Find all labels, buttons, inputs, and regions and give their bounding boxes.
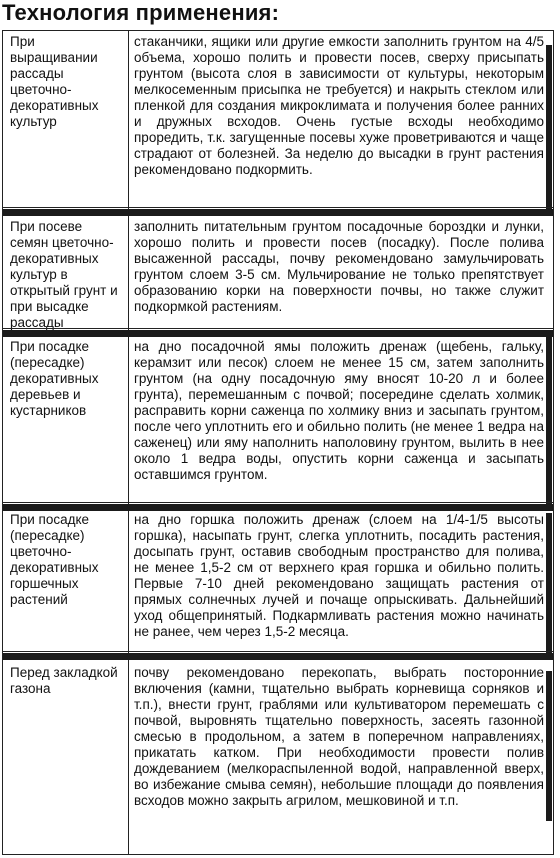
row-separator: [3, 502, 553, 503]
edge-decoration: [546, 671, 552, 821]
row-label-seedlings: При выращивании рассады цветочно-декоративных культур: [10, 34, 99, 129]
row-text-open-ground: заполнить питательным грунтом посадочные бороздки и лунки, хорошо полить и провести посев (посадку). После полива высаженной рассады, почву рекомендовано замульчировать грунтом слоем 3-5 см. Мульчирование не только препятствует образованию корки на поверхности почвы, но также служит подкормкой растениям.: [134, 219, 544, 314]
edge-decoration: [546, 331, 552, 506]
row-band: [3, 209, 553, 216]
row-label-pot-plants: При посадке (пересадке) цветочно-декоративных горшечных растений: [10, 512, 99, 607]
row-label-trees: При посадке (пересадке) декоративных деревьев и кустарников: [10, 339, 99, 418]
column-divider: [128, 31, 129, 854]
row-text-pot-plants: на дно горшка положить дренаж (слоем на 1/4-1/5 высоты горшка), насыпать грунт, слегка уплотнить, посадить растения, досыпать грунт, оставив свободным пространство для полива, не менее 1,5-2 см от верхнего края горшка и обильно полить. Первые 7-10 дней рекомендовано защищать растения от прямых солнечных лучей и почаще опрыскивать. Дальнейший уход общепринятый. Подкармливать растения можно начинать не ранее, чем через 1,5-2 месяца.: [134, 512, 544, 639]
row-band: [3, 330, 553, 337]
row-text-trees: на дно посадочной ямы положить дренаж (щебень, гальку, керамзит или песок) слоем не менее 15 см, затем заполнить грунтом (на одну посадочную яму вносят 10-20 л и более грунта), перемешанным с почвой; посередине сделать холмик, расправить корни саженца по холмику вниз и засыпать грунтом, после чего уплотнить его и обильно полить (не менее 1 ведра на саженец) или яму наполнить наполовину грунтом, вылить в нее около 1 ведра воды, опустить корни саженца и засыпать оставшимся грунтом.: [134, 339, 544, 482]
row-band: [3, 504, 553, 511]
row-label-open-ground: При посеве семян цветочно-декоративных культур в открытый грунт и при высадке рассады: [10, 219, 118, 330]
page-title: Технология применения:: [2, 0, 280, 25]
row-separator: [3, 207, 553, 208]
row-separator: [3, 328, 553, 329]
row-text-lawn: почву рекомендовано перекопать, выбрать посторонние включения (камни, тщательно выбрать корневища сорняков и т.п.), внести грунт, граблями или культиватором перемешать с почвой, выровнять тщательно поверхность, засеять газонной смесью в продольном, а затем в поперечном направлениях, прикатать катком. При необходимости провести полив дождеванием (мелкораспыленной водой, направленной вверх, во избежание смыва семян), небольшие площади до появления всходов можно закрыть агрилом, мешковиной и т.п.: [134, 665, 544, 808]
edge-decoration: [546, 513, 552, 653]
row-band: [3, 653, 553, 660]
row-label-lawn: Перед закладкой газона: [10, 665, 118, 696]
row-text-seedlings: стаканчики, ящики или другие емкости заполнить грунтом на 4/5 объема, хорошо полить и провести посев, сверху присыпать грунтом (высота слоя в зависимости от культуры, некоторым мелкосеменным присыпка не требуется) и накрыть стеклом или пленкой для создания микроклимата и получения более ранних и дружных всходов. Очень густые всходы необходимо проредить, т.к. загущенные посевы хуже проветриваются и чаще страдают от болезней. За неделю до высадки в грунт растения рекомендовано подкормить.: [134, 34, 544, 177]
row-separator: [3, 651, 553, 652]
usage-table: [2, 30, 554, 855]
edge-decoration: [546, 45, 552, 213]
